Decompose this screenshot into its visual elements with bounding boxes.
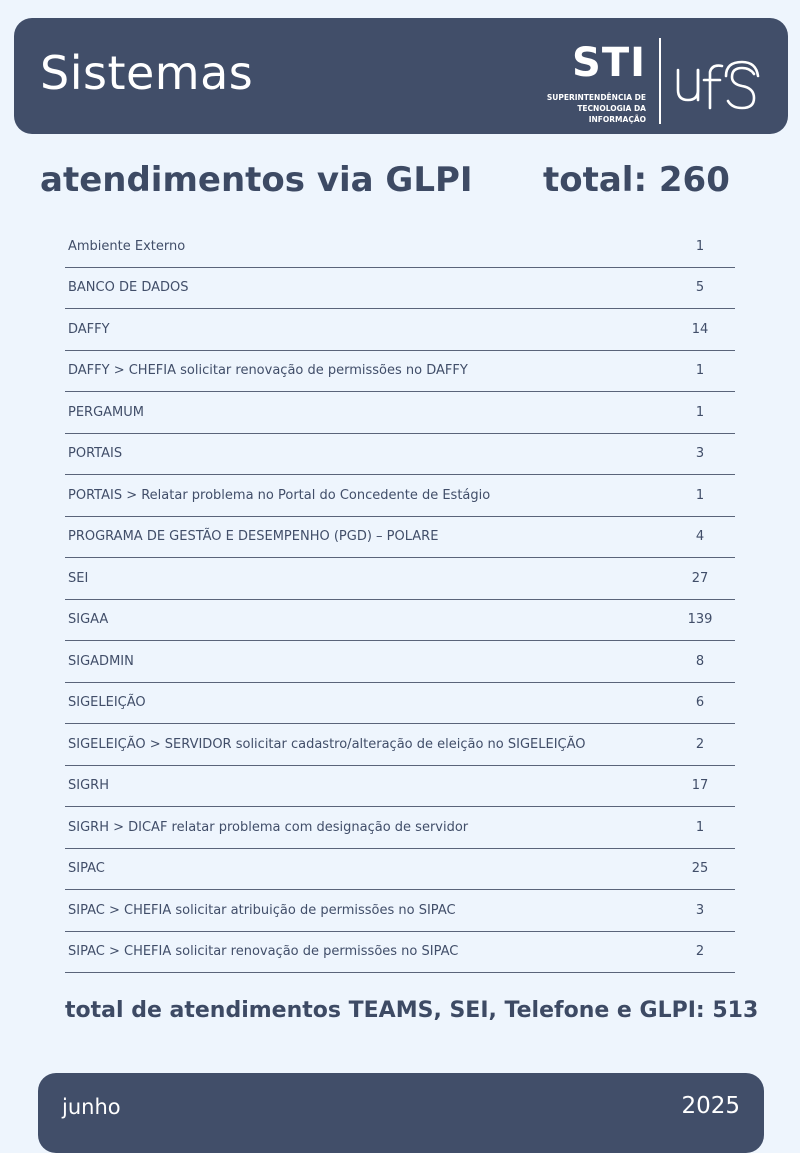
row-category: SEI — [68, 570, 89, 586]
row-category: PORTAIS > Relatar problema no Portal do Concedente de Estágio — [68, 487, 491, 503]
row-count: 8 — [695, 653, 705, 669]
table-row — [65, 309, 735, 351]
logo-divider — [659, 38, 661, 124]
table-row — [65, 641, 735, 683]
row-category: PROGRAMA DE GESTÃO E DESEMPENHO (PGD) – POLARE — [68, 529, 439, 545]
row-category: PORTAIS — [68, 446, 123, 462]
table-row — [65, 268, 735, 310]
row-category: DAFFY — [68, 321, 110, 337]
row-count: 1 — [695, 819, 705, 835]
table-row — [65, 890, 735, 932]
row-count: 3 — [695, 902, 705, 918]
row-count: 4 — [695, 529, 705, 545]
row-count: 3 — [695, 446, 705, 462]
row-count: 2 — [695, 944, 705, 960]
row-category: SIGADMIN — [68, 653, 134, 669]
ufs-logo-icon — [672, 46, 764, 118]
row-category: SIGRH > DICAF relatar problema com designação de servidor — [68, 819, 469, 835]
row-count: 1 — [695, 363, 705, 379]
sti-ufs-logo — [524, 36, 764, 124]
grand-total: total de atendimentos TEAMS, SEI, Telefone e GLPI: 513 — [65, 998, 759, 1023]
table-row — [65, 849, 735, 891]
tickets-table — [65, 226, 735, 973]
row-category: BANCO DE DADOS — [68, 280, 189, 296]
table-row — [65, 724, 735, 766]
row-category: SIPAC — [68, 861, 105, 877]
logo-university: ufs — [672, 46, 674, 47]
row-count: 139 — [687, 612, 713, 628]
row-count: 5 — [695, 280, 705, 296]
table-row — [65, 517, 735, 559]
row-category: SIPAC > CHEFIA solicitar renovação de permissões no SIPAC — [68, 944, 459, 960]
logo-acronym: STI — [572, 40, 646, 86]
row-count: 1 — [695, 487, 705, 503]
table-row — [65, 683, 735, 725]
logo-subtitle-line2: TECNOLOGIA DA INFORMAÇÃO — [577, 104, 646, 124]
table-row — [65, 475, 735, 517]
row-count: 1 — [695, 404, 705, 420]
table-row — [65, 766, 735, 808]
section-total: total: 260 — [543, 160, 730, 200]
table-row — [65, 434, 735, 476]
row-count: 17 — [691, 778, 709, 794]
footer-month: junho — [62, 1095, 121, 1119]
page-title: Sistemas — [40, 46, 254, 100]
table-row — [65, 558, 735, 600]
table-row — [65, 932, 735, 974]
table-row — [65, 392, 735, 434]
row-category: SIGELEIÇÃO — [68, 695, 146, 711]
section-heading: atendimentos via GLPI — [40, 160, 473, 200]
row-category: SIGAA — [68, 612, 109, 628]
row-count: 1 — [695, 238, 705, 254]
logo-subtitle — [524, 92, 646, 125]
row-count: 27 — [691, 570, 709, 586]
row-count: 25 — [691, 861, 709, 877]
row-count: 14 — [691, 321, 709, 337]
row-count: 2 — [695, 736, 705, 752]
header-banner — [14, 18, 788, 134]
row-category: Ambiente Externo — [68, 238, 186, 254]
footer-banner — [38, 1073, 764, 1153]
logo-subtitle-line1: SUPERINTENDÊNCIA DE — [546, 93, 646, 102]
row-category: SIPAC > CHEFIA solicitar atribuição de permissões no SIPAC — [68, 902, 456, 918]
row-category: SIGELEIÇÃO > SERVIDOR solicitar cadastro/alteração de eleição no SIGELEIÇÃO — [68, 736, 586, 752]
table-row — [65, 600, 735, 642]
table-row — [65, 226, 735, 268]
row-category: SIGRH — [68, 778, 109, 794]
footer-year: 2025 — [681, 1093, 740, 1119]
row-category: DAFFY > CHEFIA solicitar renovação de permissões no DAFFY — [68, 363, 468, 379]
row-category: PERGAMUM — [68, 404, 145, 420]
row-count: 6 — [695, 695, 705, 711]
table-row — [65, 351, 735, 393]
table-row — [65, 807, 735, 849]
